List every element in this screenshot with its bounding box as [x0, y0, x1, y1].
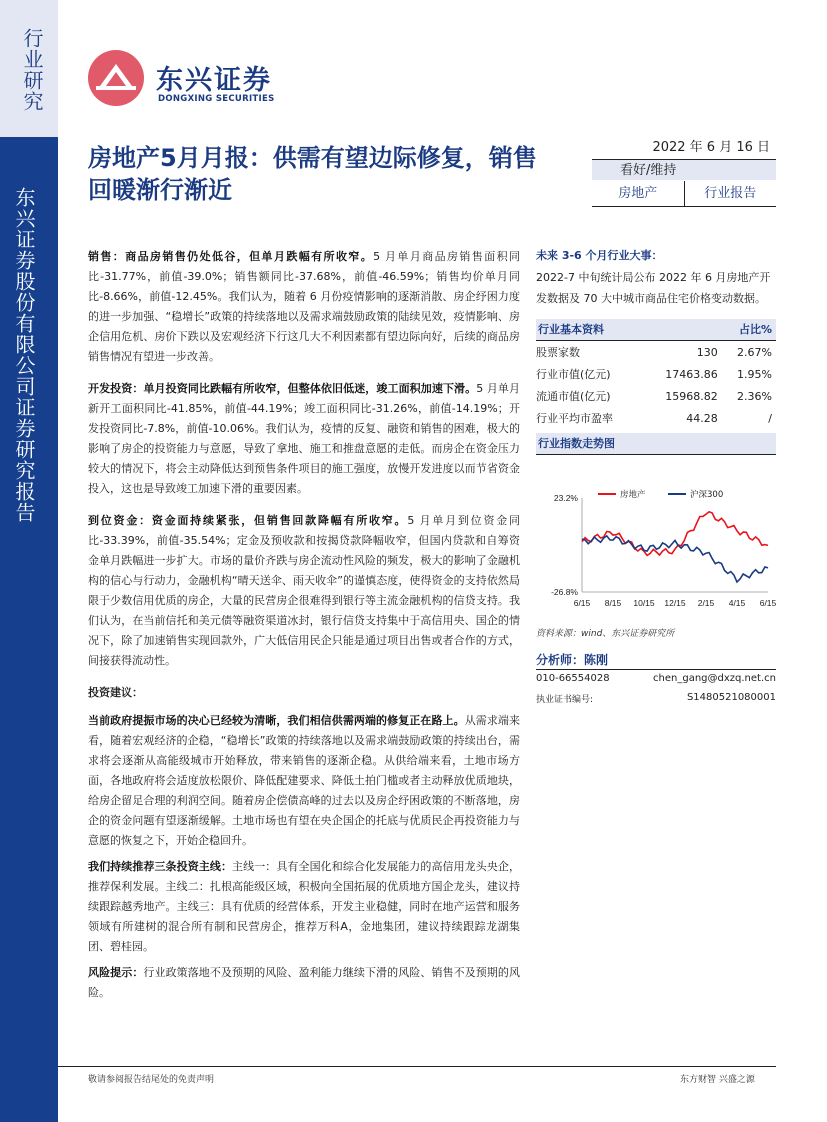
table-row	[536, 407, 776, 429]
table-row	[536, 341, 776, 363]
paragraph-body: 5 月单月到位资金同比-33.39%，前值-35.54%；定金及预收款和按揭贷款降幅收窄，但国内贷款和自筹资金单月跌幅进一步扩大。市场的量价齐跌与房企流动性风险的频发，极大的影响了金融机构的信心与行动力，金融机构“晴天送伞、雨天收伞”的谨慎态度，使得资金的支持依然局限于少数信用优质的房企，大量的民营房企很难得到银行等主流金融机构的信贷支持。我们认为，在当前信托和美元债等融资渠道冰封，银行信贷支持集中于高信用央、国企的情况下，除了加速销售实现回款外，广大低信用民企只能是通过项目出售或者合作的方式，间接获得流动性。	[88, 514, 521, 667]
paragraph-lead: 开发投资：单月投资同比跌幅有所收窄，但整体依旧低迷，竣工面积加速下滑。	[88, 382, 477, 395]
analyst-email: chen_gang@dxzq.net.cn	[653, 673, 776, 684]
paragraph-body: 行业政策落地不及预期的风险、盈利能力继续下滑的风险、销售不及预期的风险。	[88, 966, 521, 999]
table-row	[536, 363, 776, 385]
legend-label: 沪深300	[690, 490, 724, 500]
series-line	[582, 512, 768, 556]
stat-value: 44.28	[686, 411, 718, 425]
logo-mark-icon	[86, 48, 146, 108]
stat-pct: 2.36%	[737, 389, 772, 403]
basic-info-column: 占比%	[738, 323, 772, 336]
x-tick-label: 4/15	[728, 598, 746, 608]
paragraph-outlook	[88, 711, 520, 851]
paragraph-lead: 当前政府提振市场的决心已经较为清晰，我们相信供需两端的修复正在路上。	[88, 714, 465, 727]
stat-pct: /	[768, 411, 772, 425]
x-tick-label: 2/15	[697, 598, 715, 608]
rating: 看好/维持	[592, 160, 776, 181]
stat-label: 行业市值(亿元)	[536, 368, 611, 381]
x-tick-label: 12/15	[664, 598, 686, 608]
right-column	[536, 247, 776, 455]
report-date: 2022 年 6 月 16 日	[592, 138, 776, 160]
footer-divider	[58, 1066, 776, 1067]
stat-pct: 2.67%	[737, 345, 772, 359]
tag-row	[592, 181, 776, 207]
logo-english: DONGXING SECURITIES	[158, 94, 275, 104]
paragraph-body: 从需求端来看，随着宏观经济的企稳，“稳增长”政策的持续落地以及需求端鼓励政策的持续出台，需求将会逐渐从高能级城市开始释放，带来销售的逐渐企稳。从供给端来看，土地市场方面，各地政府将会适度放松限价、降低配建要求、降低土拍门槛或者主动释放优质地块，给房企留足合理的利润空间。随着房企偿债高峰的过去以及房企纾困政策的不断落地，房企的资金问题有望逐渐缓解。土地市场也有望在央企国企的托底与优质民企再投资能力与意愿的恢复之下，开始企稳回升。	[88, 714, 521, 847]
report-title: 房地产5月月报：供需有望边际修复，销售回暖渐行渐近	[88, 144, 537, 204]
y-tick-label: -26.8%	[551, 587, 578, 597]
basic-info-heading: 行业基本资料	[538, 323, 604, 336]
stat-value: 130	[696, 345, 718, 359]
x-tick-label: 8/15	[604, 598, 622, 608]
report-info-box	[592, 138, 776, 207]
stat-label: 行业平均市盈率	[536, 412, 613, 425]
analyst-cert	[536, 692, 776, 705]
invest-advice-heading: 投资建议：	[88, 686, 143, 699]
footer-slogan: 东方财智 兴盛之源	[680, 1075, 755, 1085]
paragraph-body: 5 月单月新开工面积同比-41.85%，前值-44.19%；竣工面积同比-31.26%，前值-14.19%；开发投资同比-7.8%，前值-10.06%。我们认为，疫情的反复、融资和销售的困难，极大的影响了房企的投资能力与意愿，导致了拿地、施工和推盘意愿的走低。而房企在资金压力较大的情况下，将会主动降低达到预售条件项目的施工强度，放慢开发进度以而节省资金投入，这也是导致竣工加速下滑的重要因素。	[88, 382, 521, 495]
report-type-tag: 行业报告	[684, 181, 777, 206]
table-row	[536, 385, 776, 407]
paragraph-lead: 销售：商品房销售仍处低谷，但单月跌幅有所收窄。	[88, 250, 374, 263]
events-heading: 未来 3-6 个月行业大事：	[536, 249, 663, 262]
trend-heading: 行业指数走势图	[538, 437, 615, 450]
company-logo	[86, 50, 316, 108]
sidebar-company: 东兴证券股份有限公司证券研究报告	[12, 187, 36, 523]
industry-index-chart	[536, 484, 776, 624]
paragraph-lead: 到位资金：资金面持续紧张，但销售回款降幅有所收窄。	[88, 514, 408, 527]
stat-pct: 1.95%	[737, 367, 772, 381]
paragraph-lead: 我们持续推荐三条投资主线：	[88, 860, 233, 873]
logo-name: 东兴证券	[156, 65, 272, 96]
industry-tag: 房地产	[618, 186, 658, 201]
paragraph-sales	[88, 247, 520, 367]
x-tick-label: 6/15	[573, 598, 591, 608]
stat-value: 15968.82	[665, 389, 718, 403]
paragraph-body: 主线一：具有全国化和综合化发展能力的高信用龙头央企，推荐保利发展。主线二：扎根高能级区域，积极向全国拓展的优质地方国企龙头，建议持续跟踪越秀地产。主线三：具有优质的经营体系，开发主业稳健，同时在地产运营和服务领域有所建树的混合所有制和民营房企，推荐万科A，金地集团，建议持续跟踪龙湖集团、碧桂园。	[88, 860, 521, 953]
cert-label: 执业证书编号:	[536, 695, 594, 705]
analyst-contact	[536, 673, 776, 684]
paragraph-investment	[88, 379, 520, 499]
basic-info-bar	[536, 319, 776, 341]
main-column	[88, 247, 520, 1015]
x-tick-label: 10/15	[633, 598, 655, 608]
analyst-heading: 分析师：陈刚	[536, 650, 776, 670]
series-line	[582, 536, 768, 582]
paragraph-risk	[88, 963, 520, 1003]
legend-label: 房地产	[620, 490, 646, 500]
stat-label: 股票家数	[536, 346, 580, 359]
paragraph-funding	[88, 511, 520, 671]
footer-disclaimer: 敬请参阅报告结尾处的免责声明	[88, 1075, 215, 1085]
sidebar-report-type: 行业研究	[20, 28, 44, 112]
analyst-phone: 010-66554028	[536, 673, 610, 684]
cert-number: S1480521080001	[686, 692, 776, 703]
x-tick-label: 6/15	[759, 598, 776, 608]
y-tick-label: 23.2%	[553, 493, 578, 503]
trend-bar	[536, 433, 776, 455]
paragraph-body: 5 月单月商品房销售面积同比-31.77%，前值-39.0%；销售额同比-37.68%，前值-46.59%；销售均价单月同比-8.66%，前值-12.45%。我们认为，随着 6 月份疫情影响的逐渐消散、房企纾困力度的进一步加强、“稳增长”政策的持续落地以及需求端鼓励政策的陆续见效，疫情影响、房企信用危机、房价下跌以及宏观经济下行这几大不利因素都有望边际向好，后续的商品房销售情况有望进一步改善。	[88, 250, 521, 363]
chart-source: 资料来源：wind、东兴证券研究所	[536, 629, 675, 639]
paragraph-recommendation	[88, 857, 520, 957]
stat-label: 流通市值(亿元)	[536, 390, 611, 403]
paragraph-lead: 风险提示：	[88, 966, 144, 979]
stat-value: 17463.86	[665, 367, 718, 381]
events-text: 2022-7 中旬统计局公布 2022 年 6 月房地产开发数据及 70 大中城市商品住宅价格变动数据。	[536, 271, 771, 305]
stats-table	[536, 341, 776, 429]
